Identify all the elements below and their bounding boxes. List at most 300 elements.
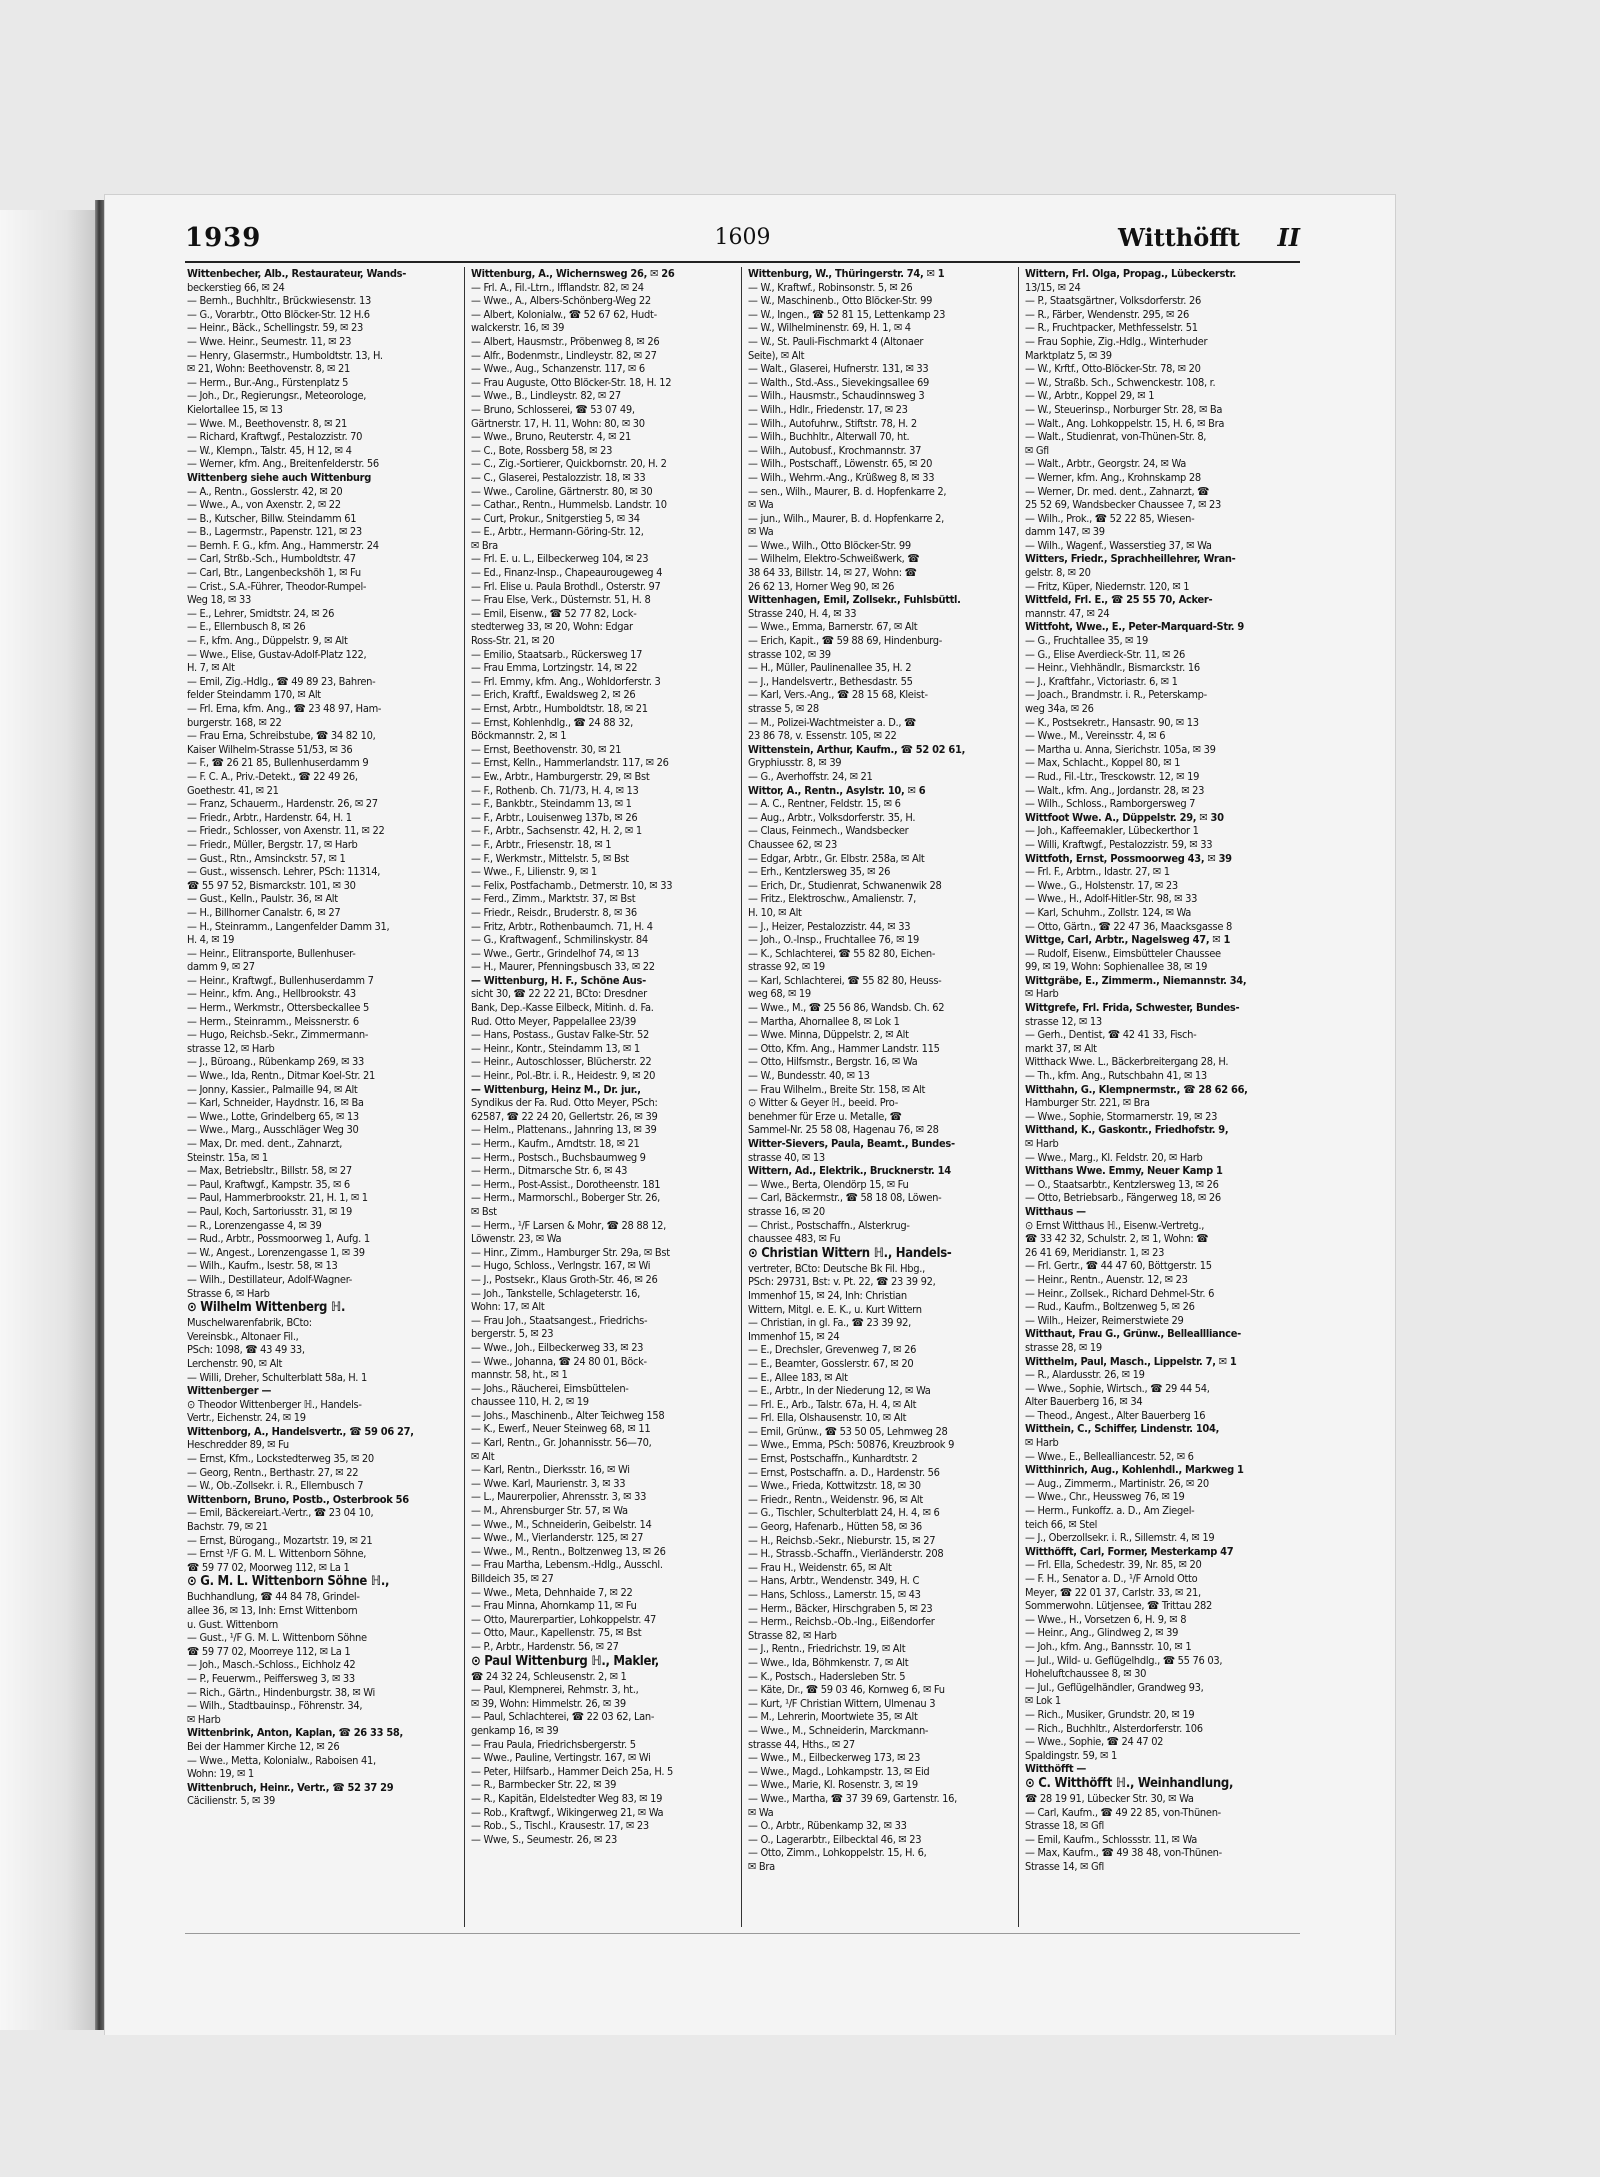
directory-entry: — Wilh., Wehrm.-Ang., Krüßweg 8, ✉ 33 [748, 470, 935, 484]
directory-entry: — sen., Wilh., Maurer, B. d. Hopfenkarre 2, [748, 484, 947, 498]
directory-entry: — H., Billhorner Canalstr. 6, ✉ 27 [187, 905, 341, 919]
directory-entry: — G., Vorarbtr., Otto Blöcker-Str. 12 H.6 [187, 307, 370, 321]
directory-entry: — Wwe., Ida, Böhmkenstr. 7, ✉ Alt [748, 1655, 909, 1669]
directory-entry: Steinstr. 15a, ✉ 1 [187, 1150, 268, 1164]
directory-entry-heading: Wittenbecher, Alb., Restaurateur, Wands- [187, 267, 407, 280]
directory-entry: — Frl. Ella, Schedestr. 39, Nr. 85, ✉ 20 [1025, 1558, 1202, 1572]
header-page-number: 1609 [714, 225, 771, 250]
directory-entry: — Erich, Kapit., ☎ 59 88 69, Hindenburg- [748, 634, 943, 648]
directory-entry: Immenhof 15, ✉ 24 [748, 1329, 840, 1343]
directory-entry-heading: Wittfeld, Frl. E., ☎ 25 55 70, Acker- [1025, 593, 1213, 607]
directory-entry: — R., Kapitän, Eldelstedter Weg 83, ✉ 19 [471, 1791, 663, 1805]
directory-entry: — M., Lehrerin, Moortwiete 35, ✉ Alt [748, 1710, 918, 1724]
directory-entry: — Frl. A., Fil.-Ltrn., Ifflandstr. 82, ✉ 24 [471, 280, 644, 294]
directory-entry: — J., Büroang., Rübenkamp 269, ✉ 33 [187, 1055, 365, 1069]
directory-entry: — Emil, Bäckereiart.-Vertr., ☎ 23 04 10, [187, 1506, 374, 1520]
directory-entry: — Wilhelm, Elektro-Schweißwerk, ☎ [748, 552, 920, 566]
directory-entry: chaussee 110, H. 2, ✉ 19 [471, 1395, 589, 1409]
directory-entry: — Gust., Kelln., Paulstr. 36, ✉ Alt [187, 892, 338, 906]
directory-entry: — F., Arbtr., Friesenstr. 18, ✉ 1 [471, 837, 612, 851]
directory-entry: — Walt., Arbtr., Georgstr. 24, ✉ Wa [1025, 457, 1187, 471]
directory-entry: — Wwe., Magd., Lohkampstr. 13, ✉ Eid [748, 1764, 930, 1778]
directory-entry: — Peter, Hilfsarb., Hammer Deich 25a, H. 5 [471, 1764, 674, 1778]
directory-entry: — Cathar., Rentn., Hummelsb. Landstr. 10 [471, 498, 667, 512]
directory-entry-heading: ⊙ Wilhelm Wittenberg ℍ. [187, 1300, 346, 1316]
directory-entry: — E., Drechsler, Grevenweg 7, ✉ 26 [748, 1343, 917, 1357]
directory-entry: vertreter, BCto: Deutsche Bk Fil. Hbg., [748, 1261, 925, 1275]
directory-entry: ☎ 59 77 02, Moorweg 112, ✉ La 1 [187, 1560, 350, 1574]
directory-entry: — Wwe., Ida, Rentn., Ditmar Koel-Str. 21 [187, 1069, 375, 1083]
directory-entry: Wohn: 17, ✉ Alt [471, 1300, 545, 1314]
directory-entry: ✉ Harb [1025, 1436, 1059, 1450]
directory-entry: Wittern, Mitgl. e. E. K., u. Kurt Wittern [748, 1302, 922, 1316]
directory-entry: 26 62 13, Horner Weg 90, ✉ 26 [748, 579, 895, 593]
directory-entry: ☎ 33 42 32, Schulstr. 2, ✉ 1, Wohn: ☎ [1025, 1232, 1209, 1246]
directory-entry: — Herm., Bur.-Ang., Fürstenplatz 5 [187, 375, 349, 389]
directory-entry: — Wilh., Postschaff., Löwenstr. 65, ✉ 20 [748, 457, 933, 471]
directory-entry: Bank, Dep.-Kasse Eilbeck, Mitinh. d. Fa. [471, 1001, 654, 1015]
directory-entry: — E., Arbtr., Hermann-Göring-Str. 12, [471, 525, 644, 539]
directory-entry: — P., Staatsgärtner, Volksdorferstr. 26 [1025, 294, 1201, 308]
directory-entry: — Werner, Dr. med. dent., Zahnarzt, ☎ [1025, 484, 1210, 498]
directory-entry: — Aug., Arbtr., Volksdorferstr. 35, H. [748, 810, 916, 824]
directory-entry: — J., Heizer, Pestalozzistr. 44, ✉ 33 [748, 919, 911, 933]
directory-entry: — Wwe., Meta, Dehnhaide 7, ✉ 22 [471, 1585, 633, 1599]
directory-entry: — J., Oberzollsekr. i. R., Sillemstr. 4, ✉ 19 [1025, 1531, 1215, 1545]
directory-entry: — Frl. E., Arb., Talstr. 67a, H. 4, ✉ Alt [748, 1397, 917, 1411]
directory-entry: — Albert, Kolonialw., ☎ 52 67 62, Hudt- [471, 307, 657, 321]
directory-entry: — Wwe., F., Lilienstr. 9, ✉ 1 [471, 865, 597, 879]
directory-entry: Heschredder 89, ✉ Fu [187, 1438, 289, 1452]
directory-entry: — E., Lehrer, Smidtstr. 24, ✉ 26 [187, 606, 335, 620]
directory-entry: — Theod., Angest., Alter Bauerberg 16 [1025, 1408, 1206, 1422]
directory-entry: — Werner, kfm. Ang., Breitenfelderstr. 56 [187, 457, 379, 471]
book-gutter [95, 200, 105, 2030]
directory-entry: — Erh., Kentzlersweg 35, ✉ 26 [748, 865, 891, 879]
directory-entry: — Helm., Plattenans., Jahnring 13, ✉ 39 [471, 1123, 657, 1137]
directory-entry: — Herm., Post-Assist., Dorotheenstr. 181 [471, 1177, 661, 1191]
directory-entry-heading: Witthöfft — [1025, 1762, 1086, 1776]
directory-entry: — Max, Betriebsltr., Billstr. 58, ✉ 27 [187, 1164, 352, 1178]
directory-entry: ⊙ Witter & Geyer ℍ., beeid. Pro- [748, 1096, 899, 1110]
directory-entry: — Wwe., H., Vorsetzen 6, H. 9, ✉ 8 [1025, 1612, 1187, 1626]
directory-entry: — E., Ellernbusch 8, ✉ 26 [187, 620, 306, 634]
directory-entry: — W., Ingen., ☎ 52 81 15, Lettenkamp 23 [748, 307, 946, 321]
directory-entry: markt 37, ✉ Alt [1025, 1041, 1097, 1055]
directory-entry: Kielortallee 15, ✉ 13 [187, 402, 283, 416]
directory-entry: — W., Wilhelminenstr. 69, H. 1, ✉ 4 [748, 321, 911, 335]
directory-entry: — Wwe., Metta, Kolonialw., Raboisen 41, [187, 1753, 376, 1767]
directory-entry: allee 36, ✉ 13, Inh: Ernst Wittenborn [187, 1604, 358, 1617]
directory-entry: — R., Fruchtpacker, Methfesselstr. 51 [1025, 321, 1198, 335]
directory-entry-heading: Wittfoot Wwe. A., Düppelstr. 29, ✉ 30 [1025, 810, 1224, 824]
directory-entry: — Frl. Gertr., ☎ 44 47 60, Böttgerstr. 15 [1025, 1259, 1212, 1273]
directory-entry: — B., Kutscher, Billw. Steindamm 61 [187, 511, 357, 525]
directory-entry-heading: Witthans Wwe. Emmy, Neuer Kamp 1 [1025, 1164, 1223, 1178]
directory-entry: — Hans, Arbtr., Wendenstr. 349, H. C [748, 1574, 920, 1588]
directory-entry: bergerstr. 5, ✉ 23 [471, 1327, 554, 1341]
directory-entry: — Wwe., Emma, PSch: 50876, Kreuzbrook 9 [748, 1438, 955, 1452]
directory-entry: PSch: 29731, Bst: v. Pt. 22, ☎ 23 39 92, [748, 1275, 936, 1289]
directory-entry-heading: Witthaut, Frau G., Grünw., Belleallliance- [1025, 1327, 1241, 1341]
directory-entry-heading: Wittenburg, A., Wichernsweg 26, ✉ 26 [471, 267, 675, 280]
directory-entry: Strasse 82, ✉ Harb [748, 1628, 837, 1642]
directory-entry: stedterweg 33, ✉ 20, Wohn: Edgar [471, 620, 633, 634]
directory-entry: ✉ Alt [471, 1449, 495, 1463]
directory-entry: — Max, Schlacht., Koppel 80, ✉ 1 [1025, 756, 1181, 770]
directory-entry: Böckmannstr. 2, ✉ 1 [471, 729, 567, 743]
directory-entry: 25 52 69, Wandsbecker Chaussee 7, ✉ 23 [1025, 498, 1222, 512]
directory-entry: — C., Glaserei, Pestalozzistr. 18, ✉ 33 [471, 470, 646, 484]
directory-entry: — Otto, Betriebsarb., Fängerweg 18, ✉ 26 [1025, 1191, 1221, 1205]
directory-entry: strasse 92, ✉ 19 [748, 960, 825, 974]
directory-entry: 62587, ☎ 22 24 20, Gellertstr. 26, ✉ 39 [471, 1109, 658, 1123]
directory-entry: — Emil, Grünw., ☎ 53 50 05, Lehmweg 28 [748, 1424, 948, 1438]
directory-entry: — Friedr., Schlosser, von Axenstr. 11, ✉ 22 [187, 824, 385, 838]
directory-entry: — Emilio, Staatsarb., Rückersweg 17 [471, 647, 643, 661]
directory-entry: — B., Lagermstr., Papenstr. 121, ✉ 23 [187, 525, 362, 539]
directory-entry: — Herm., Funkoffz. a. D., Am Ziegel- [1025, 1504, 1195, 1518]
directory-entry: Syndikus der Fa. Rud. Otto Meyer, PSch: [471, 1096, 658, 1110]
directory-entry: — Herm., Postsch., Buchsbaumweg 9 [471, 1150, 646, 1164]
directory-entry-heading: Witthöfft, Carl, Former, Mesterkamp 47 [1025, 1544, 1234, 1558]
directory-entry: — Wwe., Gertr., Grindelhof 74, ✉ 13 [471, 946, 639, 960]
directory-entry: — Ferd., Zimm., Marktstr. 37, ✉ Bst [471, 892, 636, 906]
directory-entry: — Käte, Dr., ☎ 59 03 46, Kornweg 6, ✉ Fu [748, 1683, 945, 1697]
directory-entry: — Wilh., Autobusf., Krochmannstr. 37 [748, 443, 922, 457]
directory-entry: — Joh., Tankstelle, Schlageterstr. 16, [471, 1286, 640, 1300]
directory-entry: — J., Handelsvertr., Bethesdastr. 55 [748, 674, 913, 688]
directory-entry: 23 86 78, v. Essenstr. 105, ✉ 22 [748, 729, 897, 743]
directory-entry: strasse 28, ✉ 19 [1025, 1340, 1102, 1354]
directory-entry-heading: Witthein, C., Schiffer, Lindenstr. 104, [1025, 1422, 1220, 1436]
directory-entry: strasse 5, ✉ 28 [748, 702, 819, 715]
directory-entry: — Frl. F., Arbtrn., Idastr. 27, ✉ 1 [1025, 865, 1170, 879]
directory-entry: — Johs., Maschinenb., Alter Teichweg 158 [471, 1408, 665, 1422]
directory-entry: — Willi, Kraftwgf., Pestalozzistr. 59, ✉ 33 [1025, 837, 1213, 851]
directory-entry: — Ernst, Beethovenstr. 30, ✉ 21 [471, 742, 622, 756]
directory-entry: — Walt., kfm. Ang., Jordanstr. 28, ✉ 23 [1025, 783, 1205, 797]
directory-entry: — W., Maschinenb., Otto Blöcker-Str. 99 [748, 294, 933, 308]
directory-entry: Gryphiusstr. 8, ✉ 39 [748, 756, 842, 770]
directory-entry: — Heinr., Zollsek., Richard Dehmel-Str. 6 [1025, 1286, 1215, 1300]
directory-entry: ✉ 21, Wohn: Beethovenstr. 8, ✉ 21 [187, 362, 351, 376]
directory-entry: — Wilh., Hdlr., Friedenstr. 17, ✉ 23 [748, 402, 908, 416]
directory-entry: — Richard, Kraftwgf., Pestalozzistr. 70 [187, 430, 363, 444]
directory-entry-heading: ⊙ C. Witthöfft ℍ., Weinhandlung, [1025, 1775, 1234, 1791]
directory-entry: — Wwe., G., Holstenstr. 17, ✉ 23 [1025, 878, 1178, 892]
directory-columns [187, 267, 1295, 1927]
directory-entry: ⊙ Ernst Witthaus ℍ., Eisenw.-Vertretg., [1025, 1218, 1205, 1232]
directory-entry: — Frau Auguste, Otto Blöcker-Str. 18, H. 12 [471, 375, 672, 389]
directory-entry-heading: Witthelm, Paul, Masch., Lippelstr. 7, ✉ 1 [1025, 1354, 1237, 1368]
directory-entry: — Heinr., Pol.-Btr. i. R., Heidestr. 9, ✉ 20 [471, 1069, 656, 1083]
directory-entry: Rud. Otto Meyer, Pappelallee 23/39 [471, 1014, 637, 1028]
directory-entry: Sommerwohn. Lütjensee, ☎ Trittau 282 [1025, 1599, 1212, 1613]
directory-entry: — Frl. Erna, kfm. Ang., ☎ 23 48 97, Ham- [187, 702, 382, 715]
directory-entry: — Frau Minna, Ahornkamp 11, ✉ Fu [471, 1599, 637, 1613]
directory-entry: — K., Ewerf., Neuer Steinweg 68, ✉ 11 [471, 1422, 651, 1436]
directory-entry-heading: Wittenbruch, Heinr., Vertr., ☎ 52 37 29 [187, 1780, 394, 1794]
directory-entry: — Karl, Vers.-Ang., ☎ 28 15 68, Kleist- [748, 688, 928, 702]
directory-entry: — Albert, Hausmstr., Pröbenweg 8, ✉ 26 [471, 334, 660, 348]
directory-entry: — G., Kraftwagenf., Schmilinskystr. 84 [471, 933, 648, 947]
directory-entry-heading: Wittenborn, Bruno, Postb., Osterbrook 56 [187, 1492, 409, 1506]
directory-entry: Strasse 18, ✉ Gfl [1025, 1819, 1104, 1833]
directory-entry: — Rich., Musiker, Grundstr. 20, ✉ 19 [1025, 1707, 1195, 1721]
directory-entry: — K., Postsekretr., Hansastr. 90, ✉ 13 [1025, 715, 1199, 729]
directory-entry: — Crist., S.A.-Führer, Theodor-Rumpel- [187, 579, 367, 593]
directory-entry: Witthack Wwe. L., Bäckerbreitergang 28, H. [1025, 1055, 1229, 1069]
directory-entry: Vereinsbk., Altonaer Fil., [187, 1329, 299, 1343]
directory-entry: — Frl. Elise u. Paula Brothdl., Osterstr. 97 [471, 579, 661, 593]
directory-entry: — Emil, Zig.-Hdlg., ☎ 49 89 23, Bahren- [187, 674, 376, 688]
directory-entry: beckerstieg 66, ✉ 24 [187, 280, 285, 294]
directory-entry: — Otto, Hilfsmstr., Bergstr. 16, ✉ Wa [748, 1055, 918, 1069]
directory-entry-heading: Witthahn, G., Klempnermstr., ☎ 28 62 66, [1025, 1082, 1248, 1096]
directory-entry: — Ernst, Postschaffn., Kunhardtstr. 2 [748, 1452, 918, 1466]
directory-entry: — Gerh., Dentist, ☎ 42 41 33, Fisch- [1025, 1028, 1197, 1042]
directory-entry: — C., Zig.-Sortierer, Quickbornstr. 20, H. 2 [471, 457, 667, 471]
directory-entry: — Joh., Dr., Regierungsr., Meteorologe, [187, 389, 367, 403]
directory-entry: damm 147, ✉ 39 [1025, 525, 1105, 539]
directory-entry: — C., Bote, Rossberg 58, ✉ 23 [471, 443, 613, 457]
directory-entry: — Joh., Masch.-Schloss., Eichholz 42 [187, 1658, 356, 1672]
directory-entry: — Ernst, Arbtr., Humboldtstr. 18, ✉ 21 [471, 702, 648, 715]
directory-entry: Weg 18, ✉ 33 [187, 593, 251, 607]
directory-entry: — Fritz., Elektroschw., Amalienstr. 7, [748, 892, 916, 906]
directory-entry: — Wwe., M., Vierlanderstr. 125, ✉ 27 [471, 1531, 644, 1545]
directory-entry: — Karl, Schuhm., Zollstr. 124, ✉ Wa [1025, 905, 1192, 919]
directory-entry: — Emil, Kaufm., Schlossstr. 11, ✉ Wa [1025, 1832, 1198, 1846]
directory-entry: 13/15, ✉ 24 [1025, 280, 1081, 294]
directory-entry: — Ernst, Kfm., Lockstedterweg 35, ✉ 20 [187, 1452, 374, 1466]
directory-entry: — Wwe., E., Bellealliancestr. 52, ✉ 6 [1025, 1449, 1194, 1463]
directory-entry: — Otto, Gärtn., ☎ 22 47 36, Maacksgasse 8 [1025, 919, 1232, 933]
directory-entry: — W., Bundesstr. 40, ✉ 13 [748, 1069, 870, 1083]
directory-entry: — Paul, Schlachterei, ☎ 22 03 62, Lan- [471, 1710, 655, 1724]
directory-entry: — Heinr., Kraftwgf., Bullenhuserdamm 7 [187, 973, 374, 987]
directory-entry: weg 68, ✉ 19 [748, 987, 811, 1001]
directory-entry: — Rud., Arbtr., Possmoorweg 1, Aufg. 1 [187, 1232, 370, 1246]
directory-entry: — Bruno, Schlosserei, ☎ 53 07 49, [471, 402, 635, 416]
directory-entry: Muschelwarenfabrik, BCto: [187, 1316, 312, 1330]
directory-entry: Vertr., Eichenstr. 24, ✉ 19 [187, 1411, 306, 1425]
directory-entry: — Otto, Zimm., Lohkoppelstr. 15, H. 6, [748, 1846, 927, 1860]
directory-entry: — Frau Paula, Friedrichsbergerstr. 5 [471, 1737, 636, 1751]
directory-entry: — Karl, Rentn., Gr. Johannisstr. 56—70, [471, 1436, 652, 1450]
page-bottom-rule [185, 1933, 1300, 1934]
directory-entry: — jun., Wilh., Maurer, B. d. Hopfenkarre 2, [748, 511, 944, 525]
directory-entry: — Wwe., Sophie, Stormarnerstr. 19, ✉ 23 [1025, 1109, 1218, 1123]
directory-entry: — Wwe. Heinr., Seumestr. 11, ✉ 23 [187, 334, 352, 348]
directory-entry: — W., Ob.-Zollsekr. i. R., Ellernbusch 7 [187, 1479, 364, 1493]
directory-entry: — Wwe. Minna, Düppelstr. 2, ✉ Alt [748, 1028, 909, 1042]
directory-entry: Cäcilienstr. 5, ✉ 39 [187, 1794, 276, 1808]
directory-entry: ✉ Bra [471, 538, 498, 552]
column-2 [464, 267, 741, 1927]
directory-entry: — Carl, Strßb.-Sch., Humboldtstr. 47 [187, 552, 356, 566]
directory-entry: — Karl, Schneider, Haydnstr. 16, ✉ Ba [187, 1096, 364, 1110]
directory-entry: — Franz, Schauerm., Hardenstr. 26, ✉ 27 [187, 797, 378, 811]
directory-entry: — Otto, Kfm. Ang., Hammer Landstr. 115 [748, 1041, 940, 1055]
directory-entry-heading: Witthinrich, Aug., Kohlenhdl., Markweg 1 [1025, 1463, 1244, 1477]
directory-entry: — Fritz, Arbtr., Rothenbaumch. 71, H. 4 [471, 919, 653, 933]
directory-entry: — Otto, Maur., Kapellenstr. 75, ✉ Bst [471, 1626, 642, 1640]
directory-entry: Chaussee 62, ✉ 23 [748, 837, 837, 851]
directory-entry: — Claus, Feinmech., Wandsbecker [748, 824, 909, 838]
directory-entry: sicht 30, ☎ 22 22 21, BCto: Dresdner [471, 987, 647, 1001]
directory-entry: — Wwe., A., Albers-Schönberg-Weg 22 [471, 294, 651, 308]
directory-entry: — Willi, Dreher, Schulterblatt 58a, H. 1 [187, 1370, 367, 1384]
directory-entry: — Frl. E. u. L., Eilbeckerweg 104, ✉ 23 [471, 552, 649, 566]
directory-entry: strasse 44, Hths., ✉ 27 [748, 1737, 855, 1751]
directory-entry: — Karl, Rentn., Dierksstr. 16, ✉ Wi [471, 1463, 630, 1477]
directory-entry: — Wwe., A., von Axenstr. 2, ✉ 22 [187, 498, 341, 512]
directory-entry: — Heinr., Rentn., Auenstr. 12, ✉ 23 [1025, 1272, 1188, 1286]
directory-entry: — Bernh., Buchhltr., Brückwiesenstr. 13 [187, 294, 371, 308]
directory-entry: — W., Angest., Lorenzengasse 1, ✉ 39 [187, 1245, 365, 1259]
directory-entry: — Wwe., Lotte, Grindelberg 65, ✉ 13 [187, 1109, 359, 1123]
directory-entry: ☎ 24 32 24, Schleusenstr. 2, ✉ 1 [471, 1669, 627, 1683]
directory-entry: — H., Maurer, Pfenningsbusch 33, ✉ 22 [471, 960, 655, 974]
directory-entry: — W., Steuerinsp., Norburger Str. 28, ✉ Ba [1025, 402, 1223, 416]
directory-entry-heading: Witters, Friedr., Sprachheillehrer, Wran- [1025, 552, 1236, 566]
directory-entry-heading: Witthand, K., Gaskontr., Friedhofstr. 9, [1025, 1123, 1229, 1137]
directory-entry-heading: ⊙ Christian Wittern ℍ., Handels- [748, 1245, 952, 1261]
directory-entry: Sammel-Nr. 25 58 08, Hagenau 76, ✉ 28 [748, 1123, 939, 1137]
directory-entry: — Wwe., Frieda, Kottwitzstr. 18, ✉ 30 [748, 1479, 921, 1493]
directory-entry: — Frau Erna, Schreibstube, ☎ 34 82 10, [187, 729, 376, 743]
directory-entry: Goethestr. 41, ✉ 21 [187, 783, 279, 797]
directory-entry: — Wwe., Johanna, ☎ 24 80 01, Böck- [471, 1354, 647, 1368]
directory-entry: — Joh., O.-Insp., Fruchtallee 76, ✉ 19 [748, 933, 920, 947]
directory-entry-heading: ⊙ Paul Wittenburg ℍ., Makler, [471, 1653, 659, 1669]
directory-entry: — Christ., Postschaffn., Alsterkrug- [748, 1218, 910, 1232]
directory-entry: — Frau Joh., Staatsangest., Friedrichs- [471, 1313, 648, 1327]
directory-entry: Ross-Str. 21, ✉ 20 [471, 634, 555, 648]
directory-entry: — Walt., Studienrat, von-Thünen-Str. 8, [1025, 430, 1207, 444]
directory-entry: — Herm., Steinramm., Meissnerstr. 6 [187, 1014, 359, 1028]
directory-entry: strasse 12, ✉ 13 [1025, 1014, 1102, 1028]
directory-entry-heading: Wittenstein, Arthur, Kaufm., ☎ 52 02 61, [748, 742, 966, 756]
directory-entry: — F., Arbtr., Louisenweg 137b, ✉ 26 [471, 810, 638, 824]
directory-entry: — Ed., Finanz-Insp., Chapeaurougeweg 4 [471, 566, 663, 580]
directory-entry: — Heinr., Ang., Glindweg 2, ✉ 39 [1025, 1626, 1179, 1640]
directory-entry-heading: Witter-Sievers, Paula, Beamt., Bundes- [748, 1137, 955, 1150]
directory-entry: — F. C. A., Priv.-Detekt., ☎ 22 49 26, [187, 769, 358, 783]
directory-entry: — Frau Martha, Lebensm.-Hdlg., Ausschl. [471, 1558, 663, 1572]
column-1 [187, 267, 464, 1927]
directory-entry: — G., Tischler, Schulterblatt 24, H. 4, ✉ 6 [748, 1506, 940, 1520]
directory-entry: — Frau Sophie, Zig.-Hdlg., Winterhuder [1025, 334, 1208, 348]
directory-entry: strasse 12, ✉ Harb [187, 1041, 275, 1055]
directory-entry: — F., Werkmstr., Mittelstr. 5, ✉ Bst [471, 851, 629, 865]
directory-entry: — Friedr., Reisdr., Bruderstr. 8, ✉ 36 [471, 905, 637, 919]
directory-entry: strasse 40, ✉ 13 [748, 1150, 825, 1164]
directory-entry: mannstr. 47, ✉ 24 [1025, 606, 1110, 620]
directory-entry: — Friedr., Arbtr., Hardenstr. 64, H. 1 [187, 810, 352, 824]
directory-entry: — Emil, Eisenw., ☎ 52 77 82, Lock- [471, 606, 637, 620]
directory-entry: — Ew., Arbtr., Hamburgerstr. 29, ✉ Bst [471, 769, 650, 783]
directory-entry: ✉ Harb [1025, 1137, 1059, 1150]
directory-entry: — Wwe., M., Rentn., Boltzenweg 13, ✉ 26 [471, 1544, 666, 1558]
directory-entry-heading: Wittenberger — [187, 1384, 272, 1398]
directory-entry: — Wwe., Sophie, Wirtsch., ☎ 29 44 54, [1025, 1381, 1210, 1395]
directory-entry: — Rob., Kraftwgf., Wikingerweg 21, ✉ Wa [471, 1805, 664, 1819]
directory-entry: teich 66, ✉ Stel [1025, 1517, 1098, 1531]
directory-entry: — Jonny, Kassier., Palmaille 94, ✉ Alt [187, 1082, 358, 1096]
directory-entry: — Heinr., Elitransporte, Bullenhuser- [187, 946, 356, 960]
directory-entry: — F., Bankbtr., Steindamm 13, ✉ 1 [471, 797, 632, 811]
directory-entry: — Wwe., Pauline, Vertingstr. 167, ✉ Wi [471, 1751, 651, 1765]
directory-entry-heading: ⊙ G. M. L. Wittenborn Söhne ℍ., [187, 1574, 390, 1590]
directory-entry: — F., Rothenb. Ch. 71/73, H. 4, ✉ 13 [471, 783, 639, 797]
directory-entry: H. 7, ✉ Alt [187, 661, 235, 675]
directory-entry: — O., Staatsarbtr., Kentzlersweg 13, ✉ 26 [1025, 1177, 1219, 1191]
directory-entry: — Wwe., Berta, Olendörp 15, ✉ Fu [748, 1177, 909, 1191]
directory-entry: — J., Kraftfahr., Victoriastr. 6, ✉ 1 [1025, 674, 1178, 688]
directory-entry: — Hans, Postass., Gustav Falke-Str. 52 [471, 1028, 649, 1042]
column-4 [1018, 267, 1295, 1927]
directory-entry: — M., Ahrensburger Str. 57, ✉ Wa [471, 1504, 628, 1518]
directory-entry: — Martha, Ahornallee 8, ✉ Lok 1 [748, 1014, 900, 1028]
directory-entry: — Paul, Klempnerei, Rehmstr. 3, ht., [471, 1683, 639, 1697]
directory-entry: — Friedr., Müller, Bergstr. 17, ✉ Harb [187, 837, 358, 851]
directory-entry: ☎ 55 97 52, Bismarckstr. 101, ✉ 30 [187, 878, 356, 892]
directory-entry: — Ernst, Postschaffn. a. D., Hardenstr. 56 [748, 1465, 940, 1479]
directory-entry: — Walt., Glaserei, Hufnerstr. 131, ✉ 33 [748, 362, 929, 376]
directory-entry: — Henry, Glasermstr., Humboldtstr. 13, H. [187, 348, 383, 362]
directory-entry: — Wwe., M., ☎ 25 56 86, Wandsb. Ch. 62 [748, 1001, 945, 1015]
directory-entry: ✉ Harb [1025, 987, 1059, 1001]
directory-entry: — Wwe., Chr., Heussweg 76, ✉ 19 [1025, 1490, 1185, 1504]
directory-entry: — W., Krftf., Otto-Blöcker-Str. 78, ✉ 20 [1025, 362, 1201, 376]
header-volume: II [1277, 223, 1300, 252]
directory-entry: — Herm., Reichsb.-Ob.-Ing., Eißendorfer [748, 1615, 935, 1629]
directory-entry: — O., Arbtr., Rübenkamp 32, ✉ 33 [748, 1819, 907, 1833]
directory-entry: — W., Klempn., Talstr. 45, H 12, ✉ 4 [187, 443, 352, 457]
directory-entry: — Joh., Kaffeemakler, Lübeckerthor 1 [1025, 824, 1199, 838]
directory-entry: — Curt, Prokur., Snitgerstieg 5, ✉ 34 [471, 511, 640, 525]
directory-entry: — Wittenburg, H. F., Schöne Aus- [471, 973, 646, 987]
directory-entry: — Rob., S., Tischl., Krausestr. 17, ✉ 23 [471, 1819, 649, 1833]
directory-entry: Kaiser Wilhelm-Strasse 51/53, ✉ 36 [187, 742, 353, 756]
directory-entry: ⊙ Theodor Wittenberger ℍ., Handels- [187, 1397, 362, 1411]
directory-entry: — W., Kraftwf., Robinsonstr. 5, ✉ 26 [748, 280, 913, 294]
directory-entry: — Wwe., Martha, ☎ 37 39 69, Gartenstr. 16, [748, 1791, 957, 1805]
directory-entry: Immenhof 15, ✉ 24, Inh: Christian [748, 1288, 907, 1302]
directory-entry: — Heinr., Autoschlosser, Blücherstr. 22 [471, 1055, 652, 1069]
directory-entry: Hamburger Str. 221, ✉ Bra [1025, 1096, 1150, 1110]
directory-entry: — Joach., Brandmstr. i. R., Peterskamp- [1025, 688, 1207, 702]
directory-entry: chaussee 483, ✉ Fu [748, 1232, 841, 1246]
directory-entry: — Joh., kfm. Ang., Bannsstr. 10, ✉ 1 [1025, 1639, 1192, 1653]
directory-entry: Gärtnerstr. 17, H. 11, Wohn: 80, ✉ 30 [471, 416, 645, 430]
directory-entry: — Wilh., Prok., ☎ 52 22 85, Wiesen- [1025, 511, 1195, 525]
previous-page-edge [0, 210, 95, 2030]
directory-entry: — Wwe., M., Eilbeckerweg 173, ✉ 23 [748, 1751, 921, 1765]
directory-entry-heading: Wittenburg, W., Thüringerstr. 74, ✉ 1 [748, 267, 945, 280]
directory-entry: — Karl, Schlachterei, ☎ 55 82 80, Heuss- [748, 973, 942, 987]
directory-entry: — Fritz, Küper, Niedernstr. 120, ✉ 1 [1025, 579, 1190, 593]
directory-entry: — Erich, Dr., Studienrat, Schwanenwik 28 [748, 878, 942, 892]
directory-entry: — Wwe., M., Vereinsstr. 4, ✉ 6 [1025, 729, 1166, 743]
directory-entry: — Wilh., Stadtbauinsp., Föhrenstr. 34, [187, 1699, 363, 1713]
directory-entry: ✉ Wa [748, 498, 774, 512]
directory-entry: — Jul., Wild- u. Geflügelhdlg., ☎ 55 76 03, [1025, 1653, 1223, 1667]
directory-entry: — Gust., Rtn., Amsinckstr. 57, ✉ 1 [187, 851, 346, 865]
